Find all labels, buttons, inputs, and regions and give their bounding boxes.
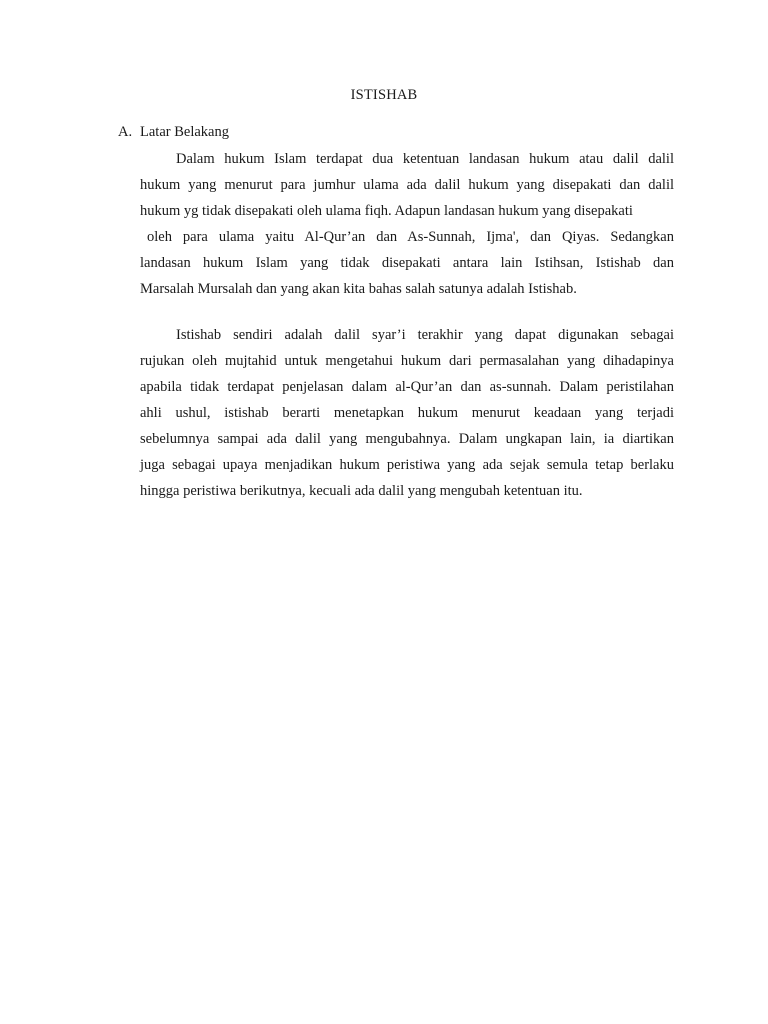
paragraph-2-line: rujukan oleh mujtahid untuk mengetahui hukum dari permasalahan yang dihadapinya xyxy=(140,353,674,369)
paragraph-1-line: hukum yang menurut para jumhur ulama ada dalil hukum yang disepakati dan dalil xyxy=(140,177,674,193)
paragraph-2-line: Istishab sendiri adalah dalil syar’i terakhir yang dapat digunakan sebagai xyxy=(176,327,674,343)
paragraph-2-line: hingga peristiwa berikutnya, kecuali ada dalil yang mengubah ketentuan itu. xyxy=(140,483,583,499)
paragraph-2-line: ahli ushul, istishab berarti menetapkan hukum menurut keadaan yang terjadi xyxy=(140,405,674,421)
paragraph-2 xyxy=(140,322,674,504)
section-heading xyxy=(118,124,229,141)
paragraph-1-line: landasan hukum Islam yang tidak disepakati antara lain Istihsan, Istishab dan xyxy=(140,255,674,271)
paragraph-2-line: juga sebagai upaya menjadikan hukum peristiwa yang ada sejak semula tetap berlaku xyxy=(140,457,674,473)
paragraph-1-line: Marsalah Mursalah dan yang akan kita bahas salah satunya adalah Istishab. xyxy=(140,281,577,297)
paragraph-2-line: sebelumnya sampai ada dalil yang mengubahnya. Dalam ungkapan lain, ia diartikan xyxy=(140,431,674,447)
paragraph-1-line: hukum yg tidak disepakati oleh ulama fiqh. Adapun landasan hukum yang disepakati xyxy=(140,203,633,219)
paragraph-1 xyxy=(140,146,674,302)
paragraph-1-line: oleh para ulama yaitu Al-Qur’an dan As-Sunnah, Ijma', dan Qiyas. Sedangkan xyxy=(147,229,674,245)
section-marker: A. xyxy=(118,124,133,140)
section-heading-text: Latar Belakang xyxy=(140,124,229,140)
document-title: ISTISHAB xyxy=(350,87,418,103)
paragraph-2-line: apabila tidak terdapat penjelasan dalam al-Qur’an dan as-sunnah. Dalam peristilahan xyxy=(140,379,674,395)
paragraph-1-line: Dalam hukum Islam terdapat dua ketentuan landasan hukum atau dalil dalil xyxy=(176,151,674,167)
